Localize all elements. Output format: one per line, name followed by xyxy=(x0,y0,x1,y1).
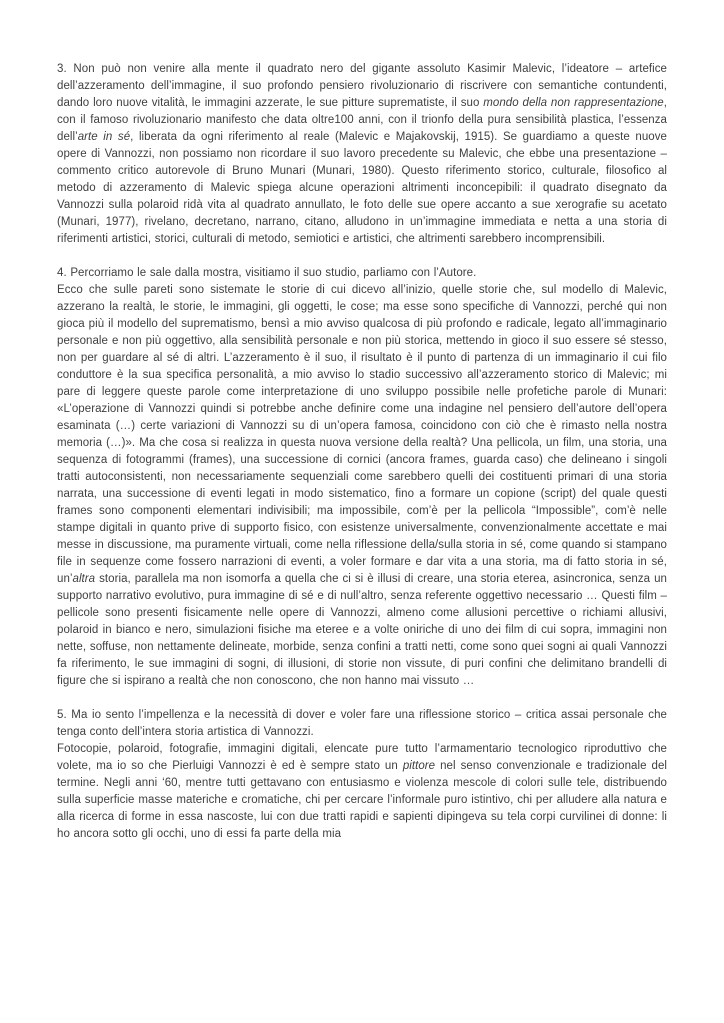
text-run: storia, parallela ma non isomorfa a quella che ci si è illusi di creare, una storia eterea, asincronica, senza un supporto narrativo evolutivo, pura immagine di sé e di null’altro, senza referente oggettivo necessario … Questi film – pellicole sono presenti fisicamente nelle opere di Vannozzi, almeno come allusioni percettive o richiami allusivi, polaroid in bianco e nero, simulazioni fisiche ma eteree e a volte oniriche di uno dei film di cui sopra, immagini non nette, soffuse, non nettamente delineate, morbide, senza confini a tratti netti, come sono quei sogni ai quali Vannozzi fa riferimento, le sue immagini di sogni, di illusioni, di storie non vissute, di puri confini che delimitano brandelli di figure che si ispirano a realtà che non conoscono, che non hanno mai vissuto … xyxy=(57,573,667,687)
document-text xyxy=(57,61,667,843)
paragraph-section-5-body xyxy=(57,741,667,843)
text-run: 5. Ma io sento l’impellenza e la necessità di dover e voler fare una riflessione storico – critica assai personale che tenga conto dell’intera storia artistica di Vannozzi. xyxy=(57,709,667,738)
text-run: nel senso convenzionale e tradizionale del termine. Negli anni ‘60, mentre tutti gettavano con entusiasmo e violenza mescole di colori sulle tele, distribuendo sulla superficie masse materiche e cromatiche, chi per cercare l’informale puro istintivo, chi per alludere alla natura e alla ricerca di forme in essa nascoste, lui con due tratti rapidi e sapienti dipingeva su tela corpi curvilinei di donne: li ho ancora sotto gli occhi, uno di essi fa parte della mia xyxy=(57,760,667,840)
paragraph-section-3 xyxy=(57,61,667,248)
italic-text-run: altra xyxy=(72,573,96,585)
italic-text-run: mondo della non rappresentazione xyxy=(483,97,664,109)
text-run: 3. Non può non venire alla mente il quadrato nero del gigante assoluto Kasimir Malevic, l’ideatore – artefice dell’azzeramento dell’immagine, il suo profondo pensiero rivoluzionario di riscrivere con semantiche contundenti, dando loro nuove vitalità, le immagini azzerate, le sue pitture suprematiste, il suo xyxy=(57,63,667,109)
italic-text-run: pittore xyxy=(402,760,436,772)
text-run: Fotocopie, polaroid, fotografie, immagini digitali, elencate pure tutto l’armamentario tecnologico riproduttivo che volete, ma io so che Pierluigi Vannozzi è ed è sempre stato un xyxy=(57,743,667,772)
text-run: Ecco che sulle pareti sono sistemate le storie di cui dicevo all’inizio, quelle storie che, sul modello di Malevic, azzerano la realtà, le storie, le immagini, gli oggetti, le cose; ma esse sono specifiche di Vannozzi, perché qui non gioca più il modello del suprematismo, bensì a mio avviso qualcosa di più profondo e radicale, legato all’immaginario personale e non più oggettivo, alla sensibilità personale e non più storica, mettendo in gioco il suo essere sé stesso, non per guardare al sé di altri. L’azzeramento è il suo, il risultato è il punto di partenza di un immaginario il cui filo conduttore è la sua specifica personalità, a mio avviso lo stadio successivo all’azzeramento storico di Malevic; mi pare di leggere queste parole come interpretazione di uno sviluppo possibile nelle profetiche parole di Munari: «L’operazione di Vannozzi quindi si potrebbe anche definire come una indagine nel pensiero dell’autore dell’opera esaminata (…) certe variazioni di Vannozzi su di un’opera famosa, coincidono con ciò che è rimasto nella nostra memoria (…)». Ma che cosa si realizza in questa nuova versione della realtà? Una pellicola, un film, una storia, una sequenza di fotogrammi (frames), una successione di cornici (ancora frames, guarda caso) che delineano i singoli tratti autoconsistenti, non necessariamente sequenziali come sarebbero quelli dei costituenti primari di una storia narrata, una successione di eventi legati in modo sistematico, fino a formare un copione (script) del quale questi frames sono componenti elementari indivisibili; ma impossibile, com’è per la pellicola “Impossible”, com’è nelle stampe digitali in quanto prive di supporto fisico, con esistenze universalmente, convenzionalmente accettate e mai messe in discussione, ma puramente virtuali, come nella riflessione della/sulla storia in sé, come quando si stampano file in sequenze come fossero narrazioni di eventi, a voler formare e dar vita a una storia, ma di fatto storia in sé, un’ xyxy=(57,284,667,585)
text-run: , con il famoso rivoluzionario manifesto che data oltre100 anni, con il trionfo della pura sensibilità plastica, l’essenza dell’ xyxy=(57,97,667,143)
text-run: 4. Percorriamo le sale dalla mostra, visitiamo il suo studio, parliamo con l’Autore. xyxy=(57,267,477,279)
paragraph-section-4-body xyxy=(57,282,667,690)
italic-text-run: arte in sé xyxy=(77,131,131,143)
text-run: , liberata da ogni riferimento al reale (Malevic e Majakovskij, 1915). Se guardiamo a queste nuove opere di Vannozzi, non possiamo non ricordare il suo lavoro precedente su Malevic, che ebbe una presentazione – commento critico autorevole di Bruno Munari (Munari, 1980). Questo riferimento storico, culturale, filosofico al metodo di azzeramento di Malevic spiega alcune operazioni altrimenti inconcepibili: il quadrato disegnato da Vannozzi sulla polaroid ridà vita al quadrato annullato, le foto delle sue opere accanto a sue xerografie su acetato (Munari, 1977), rivelano, decretano, narrano, citano, alludono in un’immagine immediata e netta a una storia di riferimenti artistici, storici, culturali di metodo, semiotici e artistici, che altrimenti sarebbero incomprensibili. xyxy=(57,131,667,245)
paragraph-section-5-intro xyxy=(57,707,667,741)
paragraph-section-4-heading xyxy=(57,265,667,282)
